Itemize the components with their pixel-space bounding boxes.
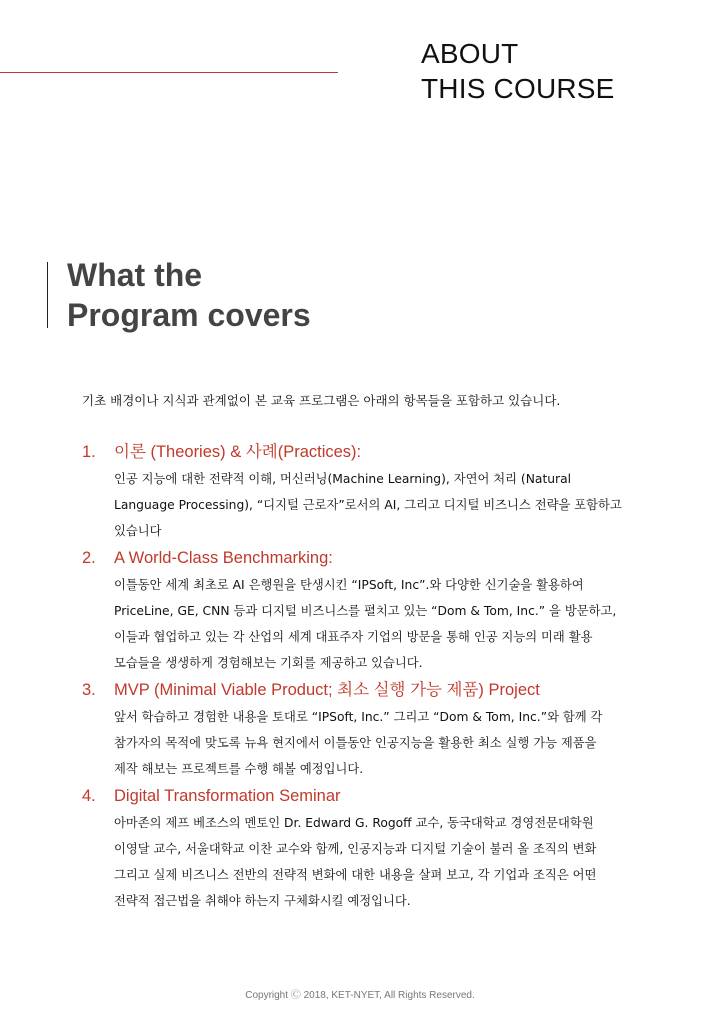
section-title bbox=[67, 255, 311, 335]
item-title: MVP (Minimal Viable Product; 최소 실행 가능 제품) Project bbox=[114, 681, 540, 699]
list-item bbox=[82, 782, 642, 914]
list-item bbox=[82, 438, 642, 544]
intro-text: 기초 배경이나 지식과 관계없이 본 교육 프로그램은 아래의 항목들을 포함하고 있습니다. bbox=[82, 393, 561, 408]
section-side-bar bbox=[47, 262, 48, 328]
item-title: 이론 (Theories) & 사례(Practices): bbox=[114, 443, 362, 461]
item-description: 인공 지능에 대한 전략적 이해, 머신러닝(Machine Learning), 자연어 처리 (Natural Language Processing), “디지털 근로자”로서의 AI, 그리고 디지털 비즈니스 전략을 포함하고 있습니다 bbox=[114, 472, 622, 538]
page-header bbox=[421, 36, 615, 106]
list-item bbox=[82, 544, 642, 676]
item-number: 4. bbox=[82, 787, 96, 805]
item-number: 2. bbox=[82, 549, 96, 567]
item-heading bbox=[82, 782, 642, 810]
item-heading bbox=[82, 676, 642, 704]
item-description: 앞서 학습하고 경험한 내용을 토대로 “IPSoft, Inc.” 그리고 “Dom & Tom, Inc.”와 함께 각 참가자의 목적에 맞도록 뉴욕 현지에서 이틀동안 인공지능을 활용한 최소 실행 가능 제품을 제작 해보는 프로젝트를 수행 해볼 예정입니다. bbox=[114, 710, 603, 776]
program-items-list bbox=[82, 438, 642, 914]
item-number: 1. bbox=[82, 443, 96, 461]
item-description: 이틀동안 세계 최초로 AI 은행원을 탄생시킨 “IPSoft, Inc”.와 다양한 신기술을 활용하여 PriceLine, GE, CNN 등과 디지털 비즈니스를 펼치고 있는 “Dom & Tom, Inc.” 을 방문하고, 이들과 협업하고 있는 각 산업의 세계 대표주자 기업의 방문을 통해 인공 지능의 미래 활용 모습들을 생생하게 경험해보는 기회를 제공하고 있습니다. bbox=[114, 578, 617, 670]
copyright-footer: Copyright Ⓒ 2018, KET-NYET, All Rights Reserved. bbox=[245, 990, 475, 1001]
item-title: A World-Class Benchmarking: bbox=[114, 549, 333, 567]
header-line-1: ABOUT bbox=[421, 38, 519, 69]
section-title-line-2: Program covers bbox=[67, 297, 311, 333]
item-title: Digital Transformation Seminar bbox=[114, 787, 341, 805]
item-number: 3. bbox=[82, 681, 96, 699]
item-heading bbox=[82, 544, 642, 572]
header-line-2: THIS COURSE bbox=[421, 73, 615, 104]
item-description: 아마존의 제프 베조스의 멘토인 Dr. Edward G. Rogoff 교수, 동국대학교 경영전문대학원 이영달 교수, 서울대학교 이찬 교수와 함께, 인공지능과 디지털 기술이 불러 올 조직의 변화 그리고 실제 비즈니스 전반의 전략적 변화에 대한 내용을 살펴 보고, 각 기업과 조직은 어떤 전략적 접근법을 취해야 하는지 구체화시킬 예정입니다. bbox=[114, 816, 597, 908]
top-divider-line bbox=[0, 72, 338, 73]
list-item bbox=[82, 676, 642, 782]
section-title-line-1: What the bbox=[67, 257, 203, 293]
item-heading bbox=[82, 438, 642, 466]
